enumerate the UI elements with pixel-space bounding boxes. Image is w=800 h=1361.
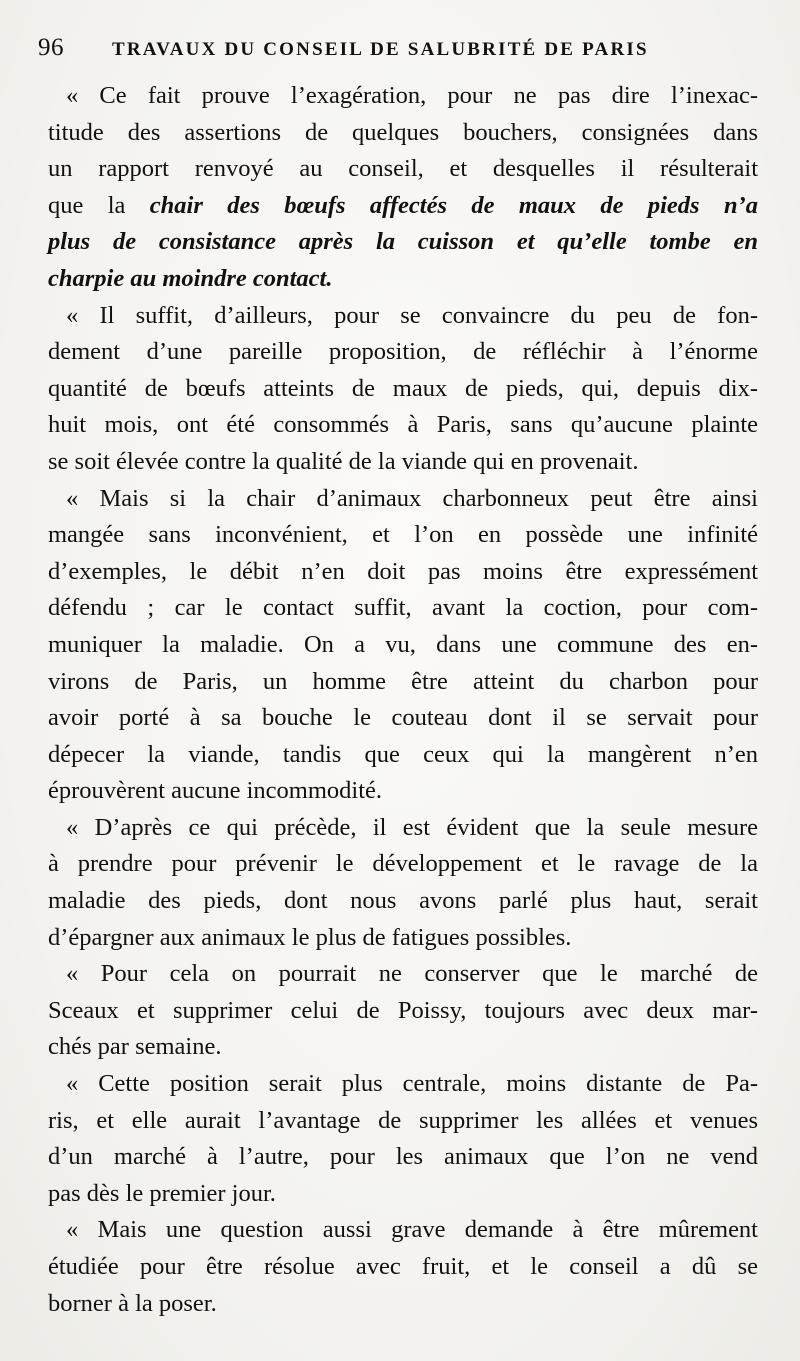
text-line: « Cette position serait plus centrale, moins distante de Pa- — [66, 1070, 758, 1098]
text-line: muniquer la maladie. On a vu, dans une commune des en- — [48, 630, 758, 658]
text-line: huit mois, ont été consommés à Paris, sans qu’aucune plainte — [48, 411, 758, 439]
text-line: étudiée pour être résolue avec fruit, et le conseil a dû se — [48, 1253, 758, 1280]
text-line: un rapport renvoyé au conseil, et desquelles il résulterait — [48, 155, 758, 183]
paragraph — [48, 1066, 758, 1212]
text-line: mangée sans inconvénient, et l’on en possède une infinité — [48, 521, 758, 549]
italic-emphasis: charpie au moindre contact. — [48, 264, 333, 292]
text-line: titude des assertions de quelques bouchers, consignées dans — [48, 118, 758, 146]
text-line — [48, 261, 758, 298]
italic-emphasis: chair des bœufs affectés de maux de pieds n’a — [149, 191, 758, 219]
body-text — [48, 78, 758, 1322]
text-line: d’un marché à l’autre, pour les animaux que l’on ne vend — [48, 1143, 758, 1171]
text-line: « Mais si la chair d’animaux charbonneux peut être ainsi — [66, 484, 758, 512]
text-line: maladie des pieds, dont nous avons parlé plus haut, serait — [48, 887, 758, 915]
text-line: éprouvèrent aucune incommodité. — [48, 777, 383, 805]
text-line: ris, et elle aurait l’avantage de supprimer les allées et venues — [48, 1106, 758, 1134]
text-segment: que la — [48, 191, 150, 219]
text-line: à prendre pour prévenir le développement et le ravage de la — [48, 850, 758, 878]
text-line: Sceaux et supprimer celui de Poissy, toujours avec deux mar- — [48, 996, 758, 1024]
page-header — [38, 34, 758, 68]
running-title: TRAVAUX DU CONSEIL DE SALUBRITÉ DE PARIS — [112, 39, 649, 60]
text-line: virons de Paris, un homme être atteint du charbon pour — [48, 667, 758, 695]
text-line: « Mais une question aussi grave demande à être mûrement — [66, 1216, 758, 1244]
paragraph — [48, 298, 758, 481]
text-line: quantité de bœufs atteints de maux de pieds, qui, depuis dix- — [48, 374, 758, 402]
text-line: avoir porté à sa bouche le couteau dont il se servait pour — [48, 704, 758, 732]
text-line — [48, 188, 758, 225]
text-line: se soit élevée contre la qualité de la viande qui en provenait. — [48, 447, 639, 475]
text-line — [48, 224, 758, 261]
text-line: « Ce fait prouve l’exagération, pour ne pas dire l’inexac- — [66, 82, 758, 109]
text-line: borner à la poser. — [48, 1289, 217, 1317]
paragraph — [48, 481, 758, 810]
text-line: « Pour cela on pourrait ne conserver que le marché de — [66, 960, 758, 988]
text-line: d’épargner aux animaux le plus de fatigues possibles. — [48, 923, 572, 951]
text-line: « Il suffit, d’ailleurs, pour se convaincre du peu de fon- — [66, 301, 758, 329]
text-line: pas dès le premier jour. — [48, 1179, 276, 1207]
paragraph — [48, 956, 758, 1066]
text-line: chés par semaine. — [48, 1033, 222, 1061]
text-line: défendu ; car le contact suffit, avant la coction, pour com- — [48, 594, 758, 622]
paragraph — [48, 78, 758, 298]
text-line: « D’après ce qui précède, il est évident que la seule mesure — [66, 813, 758, 841]
text-line: d’exemples, le débit n’en doit pas moins être expressément — [48, 557, 758, 585]
text-line: dement d’une pareille proposition, de réfléchir à l’énorme — [48, 338, 758, 366]
page-number: 96 — [38, 34, 64, 61]
italic-emphasis: plus de consistance après la cuisson et qu’elle tombe en — [48, 228, 758, 256]
paragraph — [48, 1212, 758, 1322]
text-line: dépecer la viande, tandis que ceux qui la mangèrent n’en — [48, 740, 758, 768]
paragraph — [48, 810, 758, 956]
